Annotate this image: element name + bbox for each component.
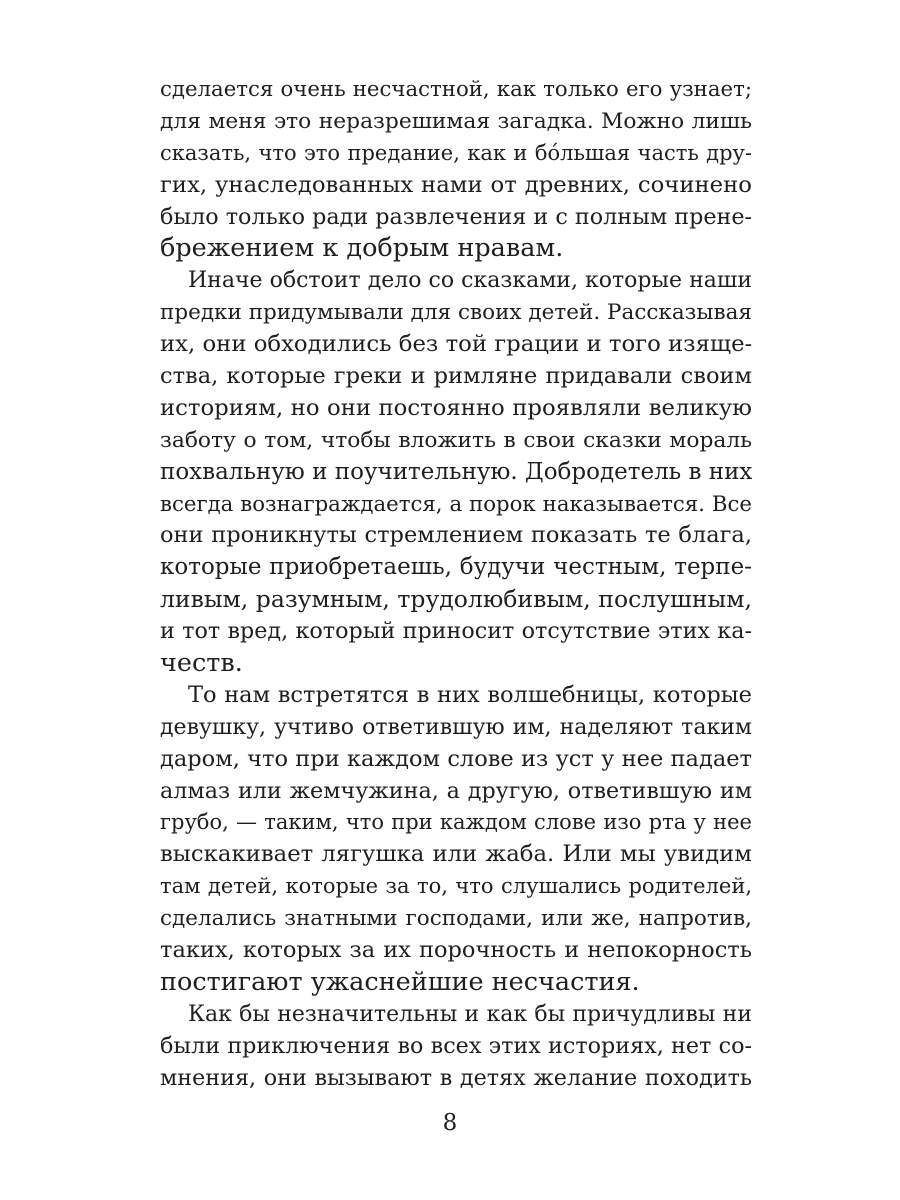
text-line: сделается очень несчастной, как только его узнает; xyxy=(160,77,752,102)
text-line: алмаз или жемчужина, а другую, ответившую им xyxy=(160,777,752,804)
text-line: сказать, что это предание, как и бóльшая часть дру- xyxy=(160,140,752,165)
text-line: там детей, которые за то, что слушались родителей, xyxy=(160,874,752,899)
text-line: ства, которые греки и римляне придавали своим xyxy=(160,363,752,390)
text-line: брежением к добрым нравам. xyxy=(160,233,564,264)
paragraph-1 xyxy=(160,74,752,265)
paragraph-3 xyxy=(160,680,752,999)
page-body-text xyxy=(160,74,752,1095)
text-line: для меня это неразрешимая загадка. Можно лишь xyxy=(160,108,752,134)
text-line: и тот вред, который приносит отсутствие этих ка- xyxy=(160,618,752,645)
paragraph-2 xyxy=(160,265,752,680)
text-line: То нам встретятся в них волшебницы, которые xyxy=(188,681,752,708)
text-line: предки придумывали для своих детей. Рассказывая xyxy=(160,300,752,326)
text-line: гих, унаследованных нами от древних, сочинено xyxy=(160,171,752,198)
text-line: таких, которых за их порочность и непокорность xyxy=(160,937,752,964)
text-line: выскакивает лягушка или жаба. Или мы увидим xyxy=(160,841,752,868)
text-line: которые приобретаешь, будучи честным, терпе- xyxy=(160,554,752,581)
text-line: их, они обходились без той грации и того изяще- xyxy=(160,331,753,358)
text-line: они проникнуты стремлением показать те блага, xyxy=(160,522,752,549)
paragraph-4 xyxy=(160,999,752,1095)
text-line: похвальную и поучительную. Добродетель в них xyxy=(160,458,753,485)
text-line: сделались знатными господами, или же, напротив, xyxy=(160,906,752,932)
text-line: Иначе обстоит дело со сказками, которые наши xyxy=(188,268,752,294)
text-line: всегда вознаграждается, а порок наказывается. Все xyxy=(160,491,752,517)
text-line: Как бы незначительны и как бы причудливы ни xyxy=(188,1001,752,1027)
text-line: честв. xyxy=(160,648,243,679)
text-line: постигают ужаснейшие несчастия. xyxy=(160,966,640,997)
text-line: ливым, разумным, трудолюбивым, послушным, xyxy=(160,585,752,614)
page-number: 8 xyxy=(442,1110,458,1136)
text-line: было только ради развлечения и с полным прене- xyxy=(160,203,752,230)
text-line: грубо, — таким, что при каждом слове изо рта у нее xyxy=(160,810,752,835)
text-line: были приключения во всех этих историях, нет со- xyxy=(160,1032,752,1059)
text-line: историям, но они постоянно проявляли великую xyxy=(160,394,752,421)
text-line: мнения, они вызывают в детях желание походить xyxy=(160,1064,752,1091)
text-line: девушку, учтиво ответившую им, наделяют таким xyxy=(160,714,752,740)
text-line: заботу о том, чтобы вложить в свои сказки мораль xyxy=(160,427,752,453)
text-line: даром, что при каждом слове из уст у нее падает xyxy=(160,745,752,772)
